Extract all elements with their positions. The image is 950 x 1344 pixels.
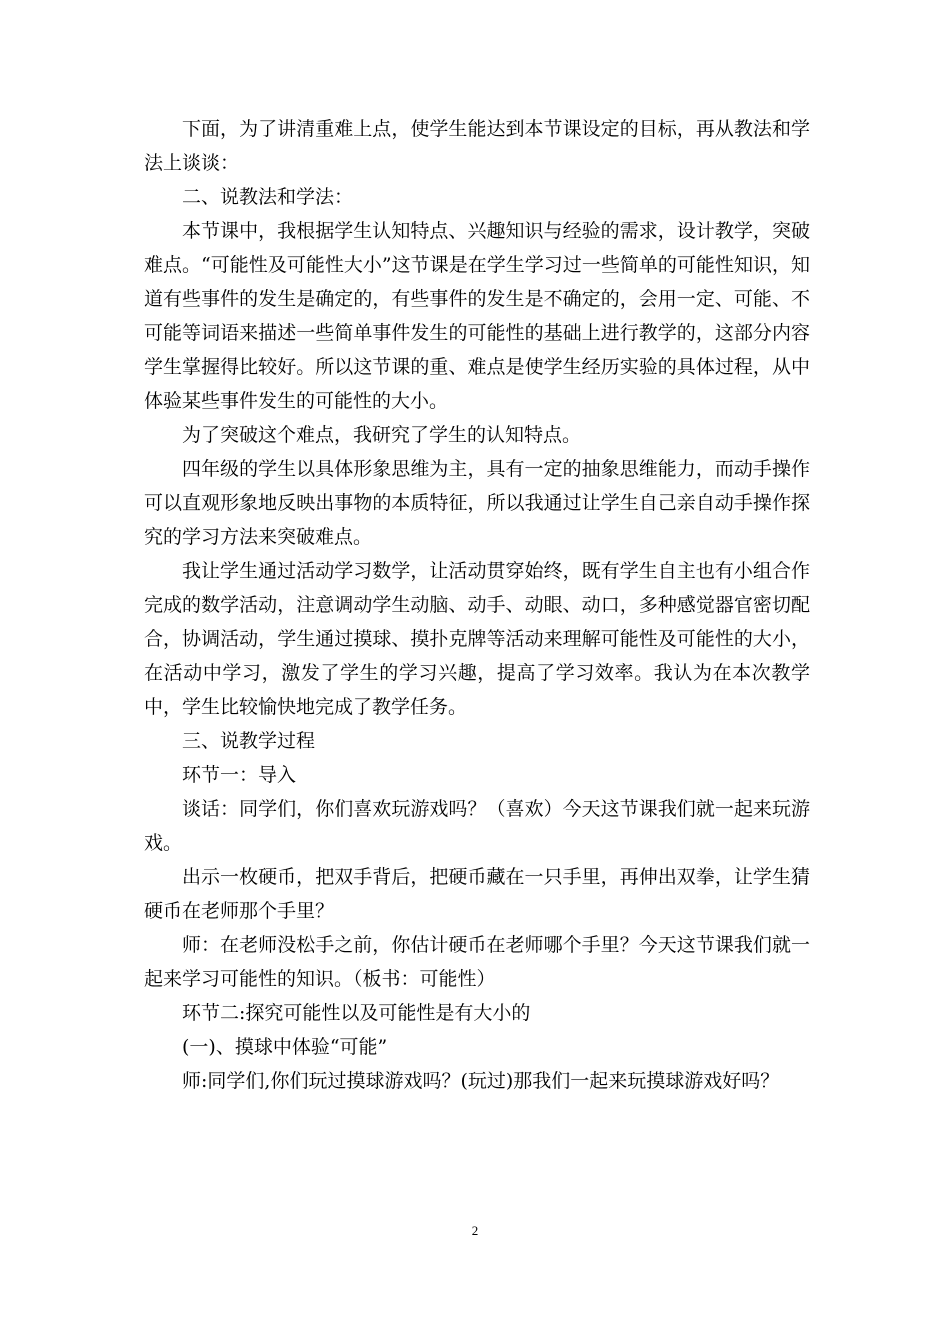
paragraph-ball-game: 师:同学们,你们玩过摸球游戏吗？(玩过)那我们一起来玩摸球游戏好吗？ bbox=[182, 1070, 780, 1092]
step-one-heading: 环节一：导入 bbox=[182, 764, 297, 786]
paragraph-dialogue: 谈话：同学们，你们喜欢玩游戏吗？（喜欢）今天这节课我们就一起来玩游戏。 bbox=[144, 798, 810, 854]
paragraph-difficulty: 为了突破这个难点，我研究了学生的认知特点。 bbox=[182, 424, 582, 446]
paragraph-student-traits: 四年级的学生以具体形象思维为主，具有一定的抽象思维能力，而动手操作可以直观形象地反映出事物的本质特征，所以我通过让学生自己亲自动手操作探究的学习方法来突破难点。 bbox=[144, 458, 810, 548]
section-heading-methods: 二、说教法和学法： bbox=[182, 186, 354, 208]
paragraph-methods-overview: 本节课中，我根据学生认知特点、兴趣知识与经验的需求，设计教学，突破难点。“可能性及可能性大小”这节课是在学生学习过一些简单的可能性知识，知道有些事件的发生是确定的，有些事件的发生是不确定的，会用一定、可能、不可能等词语来描述一些简单事件发生的可能性的基础上进行教学的，这部分内容学生掌握得比较好。所以这节课的重、难点是使学生经历实验的具体过程，从中体验某些事件发生的可能性的大小。 bbox=[144, 220, 810, 412]
paragraph-coin-demo: 出示一枚硬币，把双手背后，把硬币藏在一只手里，再伸出双拳，让学生猜硬币在老师那个手里？ bbox=[144, 866, 810, 922]
paragraph-teacher-question: 师：在老师没松手之前，你估计硬币在老师哪个手里？今天这节课我们就一起来学习可能性的知识。（板书：可能性） bbox=[144, 934, 810, 990]
page-number: 2 bbox=[471, 1223, 479, 1238]
document-body bbox=[144, 112, 810, 1098]
step-two-heading: 环节二:探究可能性以及可能性是有大小的 bbox=[182, 1002, 531, 1024]
paragraph-activities: 我让学生通过活动学习数学，让活动贯穿始终，既有学生自主也有小组合作完成的数学活动，注意调动学生动脑、动手、动眼、动口，多种感觉器官密切配合，协调活动，学生通过摸球、摸扑克牌等活动来理解可能性及可能性的大小，在活动中学习，激发了学生的学习兴趣，提高了学习效率。我认为在本次教学中，学生比较愉快地完成了教学任务。 bbox=[144, 560, 810, 718]
paragraph-intro: 下面，为了讲清重难上点，使学生能达到本节课设定的目标，再从教法和学法上谈谈： bbox=[144, 118, 810, 174]
section-heading-process: 三、说教学过程 bbox=[182, 730, 316, 752]
subsection-heading-ball-drawing: (一)、摸球中体验“可能” bbox=[182, 1036, 388, 1058]
